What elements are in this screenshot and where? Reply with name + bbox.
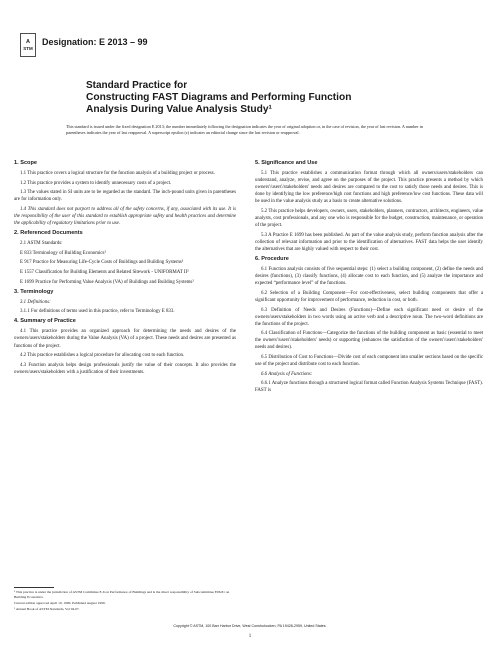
paragraph-6-4: 6.4 Classification of Functions—Categorize the functions of the building component as basic (essential to meet the owners'/users'/stakeholders' needs) or supporting (enhances the satisfaction of the owners'/users'/stakeholders' needs and desires). [255, 331, 483, 351]
reference-e917: E 917 Practice for Measuring Life-Cycle Costs of Buildings and Building Systems² [20, 260, 184, 266]
section-heading-terminology: 3. Terminology [14, 288, 54, 295]
left-column [14, 157, 236, 378]
paragraph-5-1: 5.1 This practice establishes a communication format through which all owners/users/stakeholders can understand, analyze, revise, and agree on the purposes of the project. This practice presents a method by which owners'/users'/stakeholders' needs and desires are compared to the cost to satisfy those needs and desires. This is done by identifying the low preference/high cost functions and high preference/low cost functions. These data will be used in the value analysis study as a basis to create alternative solutions. [255, 171, 483, 205]
paragraph-6-1: 6.1 Function analysis consists of five sequential steps: (1) select a building component, (2) define the needs and desires (functions), (3) classify functions, (4) allocate cost to each function, and (5) analyze the importance and expected “performance level” of the functions. [255, 267, 483, 287]
title-line-3: Analysis During Value Analysis Study¹ [86, 104, 272, 115]
footnote-2: ² Annual Book of ASTM Standards, Vol 04.07. [14, 607, 80, 611]
footnote-1: ¹ This practice is under the jurisdiction of ASTM Committee E-6 on Performance of Buildings and is the direct responsibility of Subcommittee E06.81 on Building Economics. [14, 590, 230, 599]
paragraph-6-3: 6.3 Definition of Needs and Desires (Functions)—Define each significant need or desire of the owners/users/stakeholders in two words using an active verb and a descriptive noun. The two-word definitions are the functions of the project. [255, 307, 483, 327]
paragraph-4-3: 4.3 Function analysis helps design professionals justify the value of their concepts. It also provides the owners/users/stakeholders with a justification of their investments. [14, 362, 236, 375]
paragraph-1-3: 1.3 The values stated in SI units are to be regarded as the standard. The inch-pound units given in parentheses are for information only. [14, 190, 236, 203]
section-heading-procedure: 6. Procedure [255, 256, 289, 263]
svg-text:STM: STM [23, 46, 33, 51]
copyright-notice: Copyright © ASTM, 100 Barr Harbor Drive, West Conshohocken, PA 19428-2959, United States. [173, 624, 327, 628]
reference-e1699: E 1699 Practice for Performing Value Analysis (VA) of Buildings and Building Systems² [20, 279, 194, 285]
section-heading-referenced-documents: 2. Referenced Documents [14, 230, 83, 237]
paragraph-4-1: 4.1 This practice provides an organized approach for determining the needs and desires of the owners/users/stakeholders during the Value Analysis (VA) of a project. These needs and desires are presented as functions of the project. [14, 329, 236, 349]
designation: Designation: E 2013 – 99 [42, 37, 148, 47]
footnote-divider [14, 587, 54, 588]
document-title [86, 80, 426, 116]
paragraph-4-2: 4.2 This practice establishes a logical procedure for allocating cost to each function. [20, 353, 185, 359]
paragraph-5-2: 5.2 This practice helps developers, owners, users, stakeholders, planners, contractors, architects, engineers, value analysts, cost professionals, and any one who is responsible for the budget, construction, maintenance, or operation of the project. [255, 208, 483, 229]
paragraph-5-3: 5.3 A Practice E 1699 has been published. As part of the value analysis study, perform function analysis after the collection of relevant information and prior to the identification of alternatives. FAST data helps the user identify the alternatives that are highly valued with respect to their cost. [255, 232, 483, 252]
footnotes [14, 590, 236, 613]
title-line-1: Standard Practice for [86, 80, 188, 91]
paragraph-6-6-1: 6.6.1 Analyze functions through a structured logical format called Function Analysis Systems Technique (FAST). FAST is [255, 381, 483, 394]
footnote-1-approval: Current edition approved April 10, 1999. Published August 1999. [14, 601, 106, 605]
paragraph-6-2: 6.2 Selection of a Building Component—For cost-effectiveness, select building components that offer a significant opportunity for improvement of performance, reduction in cost, or both. [255, 290, 483, 303]
reference-e1557: E 1557 Classification for Building Elements and Related Sitework - UNIFORMAT II² [20, 269, 189, 275]
section-heading-summary: 4. Summary of Practice [14, 318, 76, 325]
reference-e833: E 833 Terminology of Building Economics² [20, 250, 106, 256]
paragraph-1-4: 1.4 This standard does not purport to address all of the safety concerns, if any, associated with its use. It is the responsibility of the user of this standard to establish appropriate safety and health practices and determine the applicability of regulatory limitations prior to use. [14, 206, 236, 227]
paragraph-2-1: 2.1 ASTM Standards: [20, 241, 63, 247]
section-heading-scope: 1. Scope [14, 160, 38, 166]
paragraph-1-2: 1.2 This practice provides a system to identify unnecessary costs of a project. [20, 180, 172, 186]
paragraph-1-1: 1.1 This practice covers a logical structure for the function analysis of a building project or process. [20, 171, 215, 176]
paragraph-6-6: 6.6 Analysis of Functions: [261, 371, 313, 377]
paragraph-6-5: 6.5 Distribution of Cost to Functions—Divide cost of each component into smaller sections based on the specific use of the project and distribute cost to each function. [255, 355, 483, 368]
right-column [255, 157, 483, 397]
page-number: 1 [248, 634, 252, 639]
svg-text:A: A [26, 39, 30, 45]
paragraph-3-1: 3.1 Definitions: [20, 299, 51, 305]
paragraph-3-1-1: 3.1.1 For definitions of terms used in this practice, refer to Terminology E 833. [20, 309, 175, 315]
title-line-2: Constructing FAST Diagrams and Performing Function [86, 92, 352, 103]
astm-logo-icon [20, 33, 36, 57]
issue-note: This standard is issued under the fixed designation E 2013; the number immediately following the designation indicates the year of original adoption or, in the case of revision, the year of last revision. A number in parentheses indicates the year of last reapproval. A superscript epsilon (ε) indicates an editorial change since the last revision or reapproval. [66, 124, 423, 135]
section-heading-significance: 5. Significance and Use [255, 160, 318, 166]
